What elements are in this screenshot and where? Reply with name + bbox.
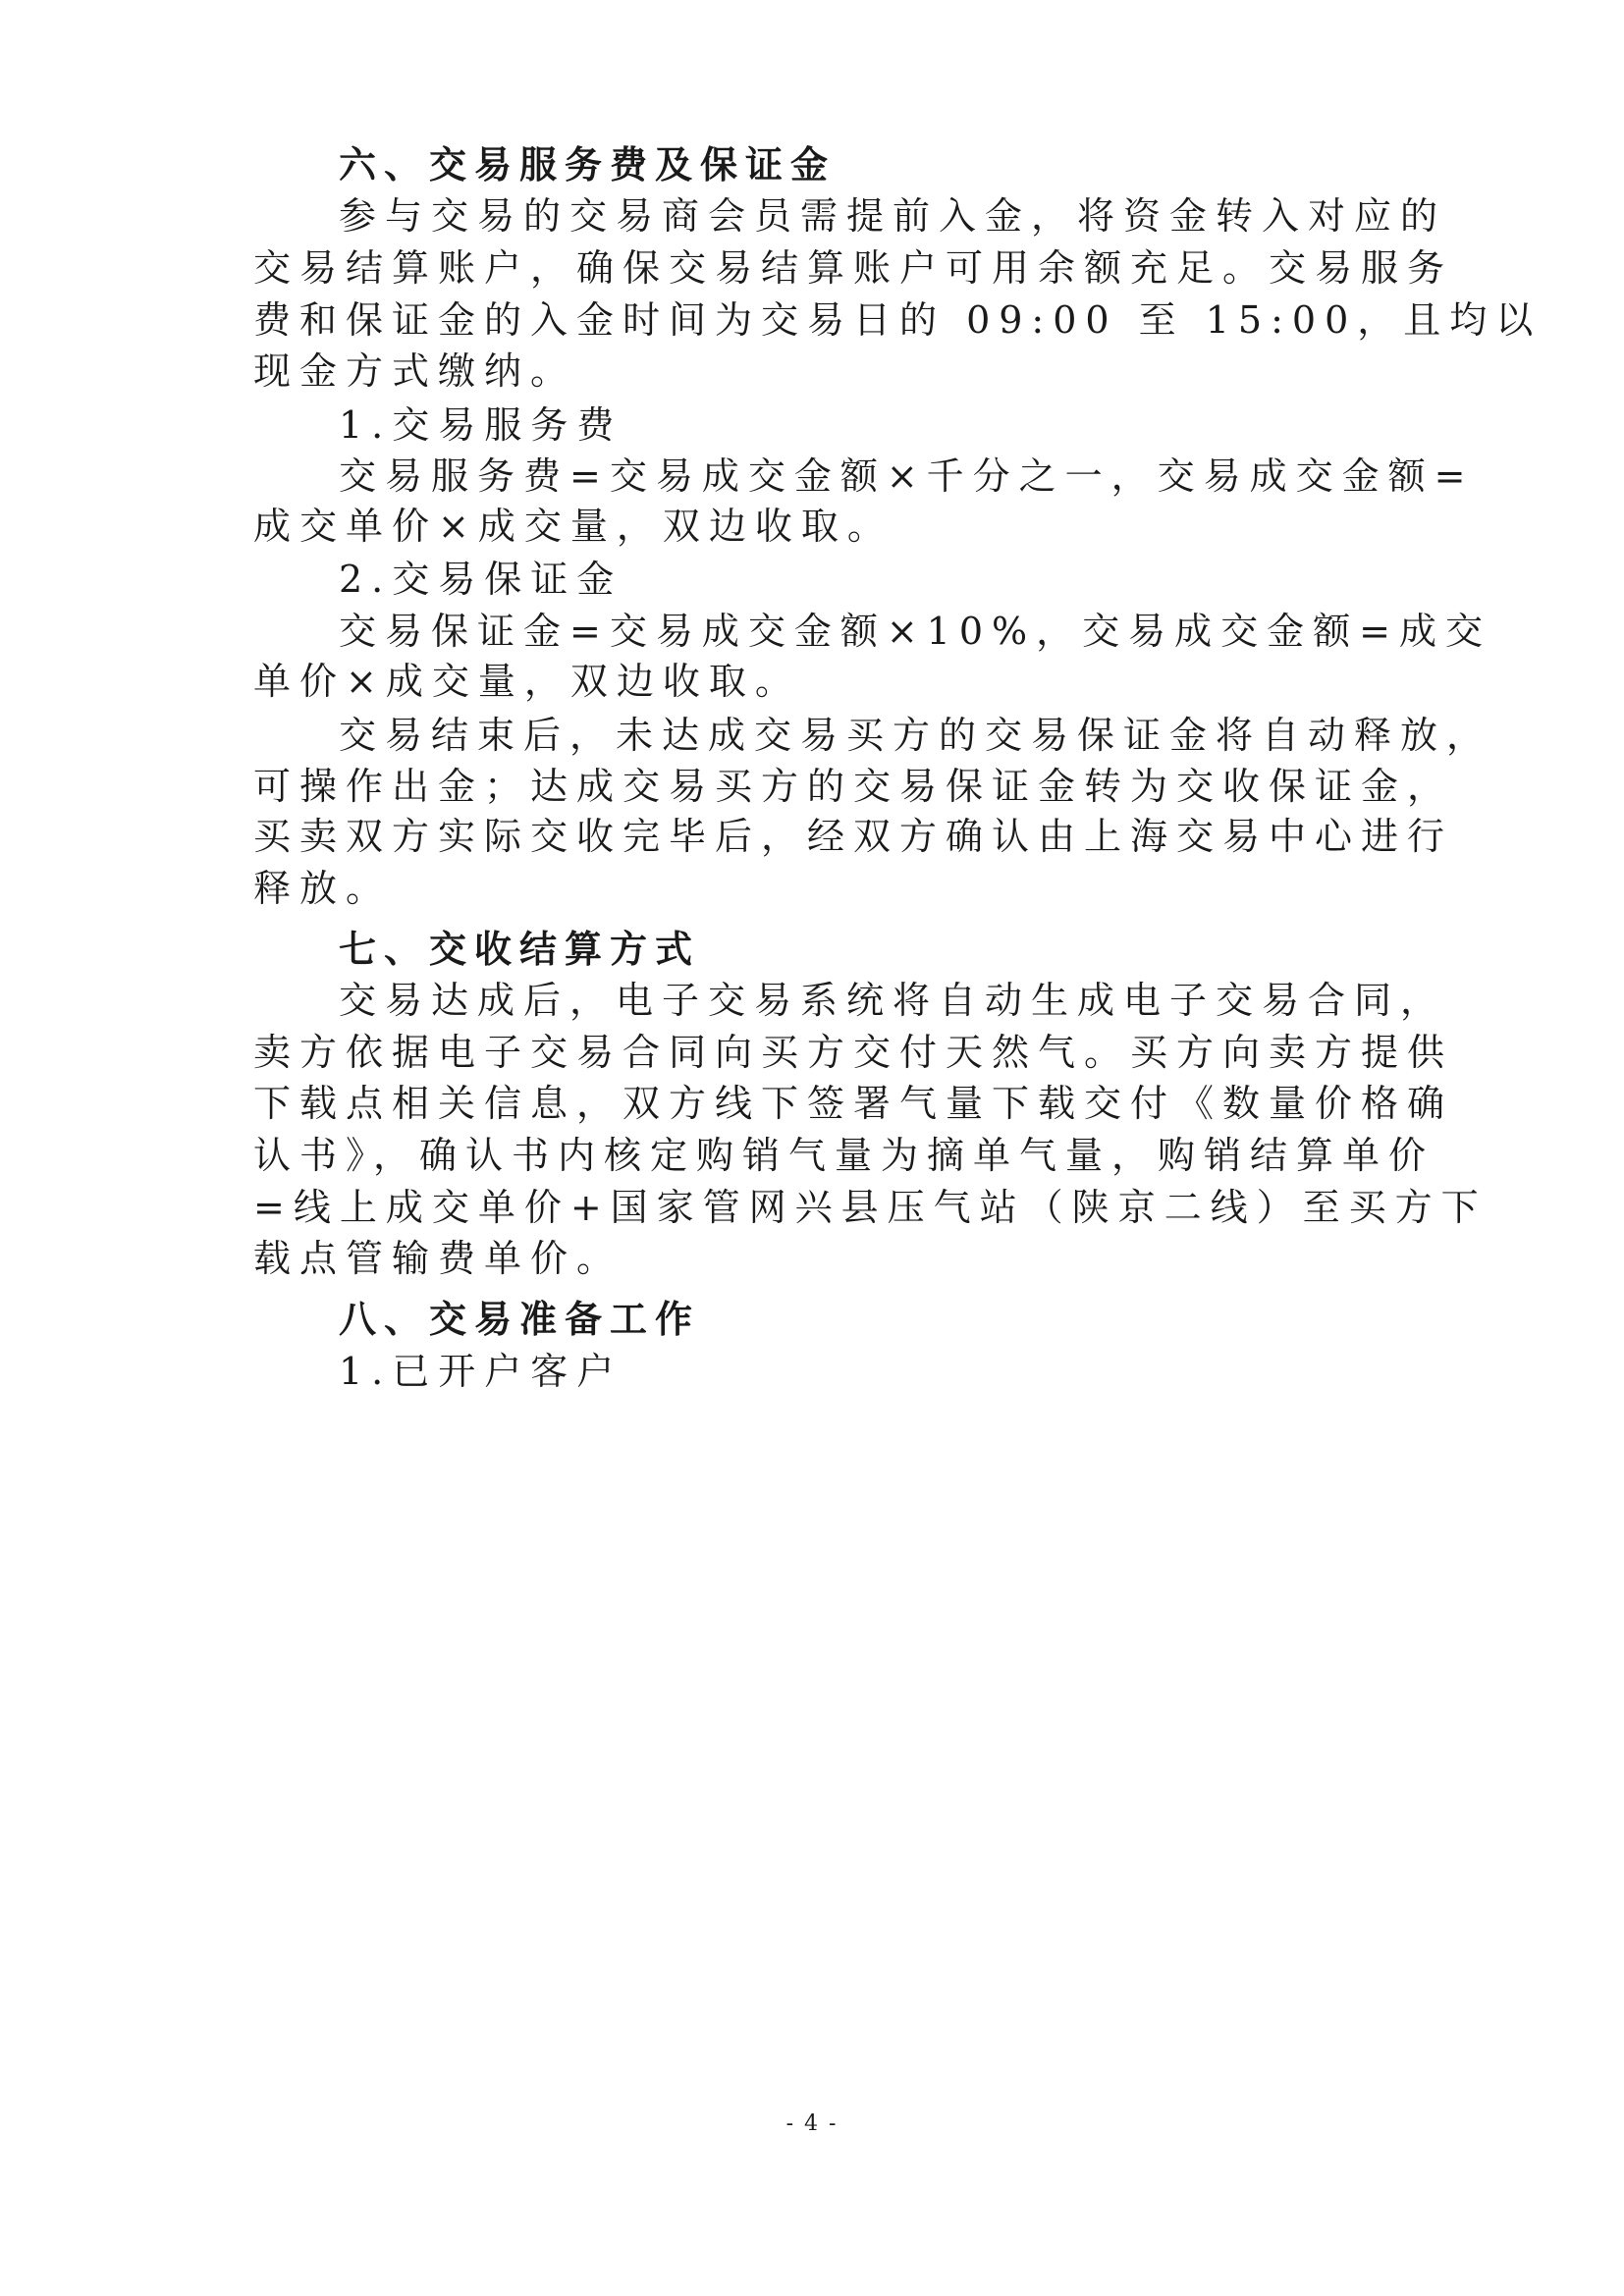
paragraph-line: 交易结束后，未达成交易买方的交易保证金将自动释放， bbox=[339, 714, 1493, 757]
paragraph-line: 交易保证金=交易成交金额×10%，交易成交金额=成交 bbox=[339, 610, 1491, 653]
paragraph-line: 可操作出金；达成交易买方的交易保证金转为交收保证金， bbox=[253, 765, 1454, 808]
subsection-title-1: 1.已开户客户 bbox=[339, 1350, 623, 1393]
paragraph-line: 单价×成交量，双边收取。 bbox=[253, 660, 801, 703]
paragraph-line: 载点管输费单价。 bbox=[253, 1237, 623, 1280]
paragraph-line: 认书》，确认书内核定购销气量为摘单气量，购销结算单价 bbox=[253, 1134, 1435, 1177]
paragraph-line: 卖方依据电子交易合同向买方交付天然气。买方向卖方提供 bbox=[253, 1031, 1454, 1074]
section-heading-8: 八、交易准备工作 bbox=[339, 1298, 701, 1341]
paragraph-line: 参与交易的交易商会员需提前入金，将资金转入对应的 bbox=[339, 194, 1447, 238]
page-number: - 4 - bbox=[785, 2111, 839, 2136]
section-heading-6: 六、交易服务费及保证金 bbox=[339, 143, 837, 187]
paragraph-line: 下载点相关信息，双方线下签署气量下载交付《数量价格确 bbox=[253, 1082, 1454, 1125]
paragraph-line: 交易达成后，电子交易系统将自动生成电子交易合同， bbox=[339, 979, 1447, 1022]
paragraph-line: =线上成交单价+国家管网兴县压气站（陕京二线）至买方下 bbox=[253, 1186, 1488, 1229]
paragraph-line: 买卖双方实际交收完毕后，经双方确认由上海交易中心进行 bbox=[253, 815, 1454, 858]
paragraph-line: 交易服务费=交易成交金额×千分之一，交易成交金额= bbox=[339, 454, 1475, 498]
paragraph-line: 费和保证金的入金时间为交易日的 09:00 至 15:00，且均以 bbox=[253, 298, 1543, 342]
subsection-title-1: 1.交易服务费 bbox=[339, 403, 623, 447]
paragraph-line: 释放。 bbox=[253, 867, 393, 910]
subsection-title-2: 2.交易保证金 bbox=[339, 558, 623, 601]
section-heading-7: 七、交收结算方式 bbox=[339, 928, 701, 971]
paragraph-line: 交易结算账户，确保交易结算账户可用余额充足。交易服务 bbox=[253, 246, 1454, 290]
paragraph-line: 现金方式缴纳。 bbox=[253, 349, 577, 393]
paragraph-line: 成交单价×成交量，双边收取。 bbox=[253, 505, 893, 548]
